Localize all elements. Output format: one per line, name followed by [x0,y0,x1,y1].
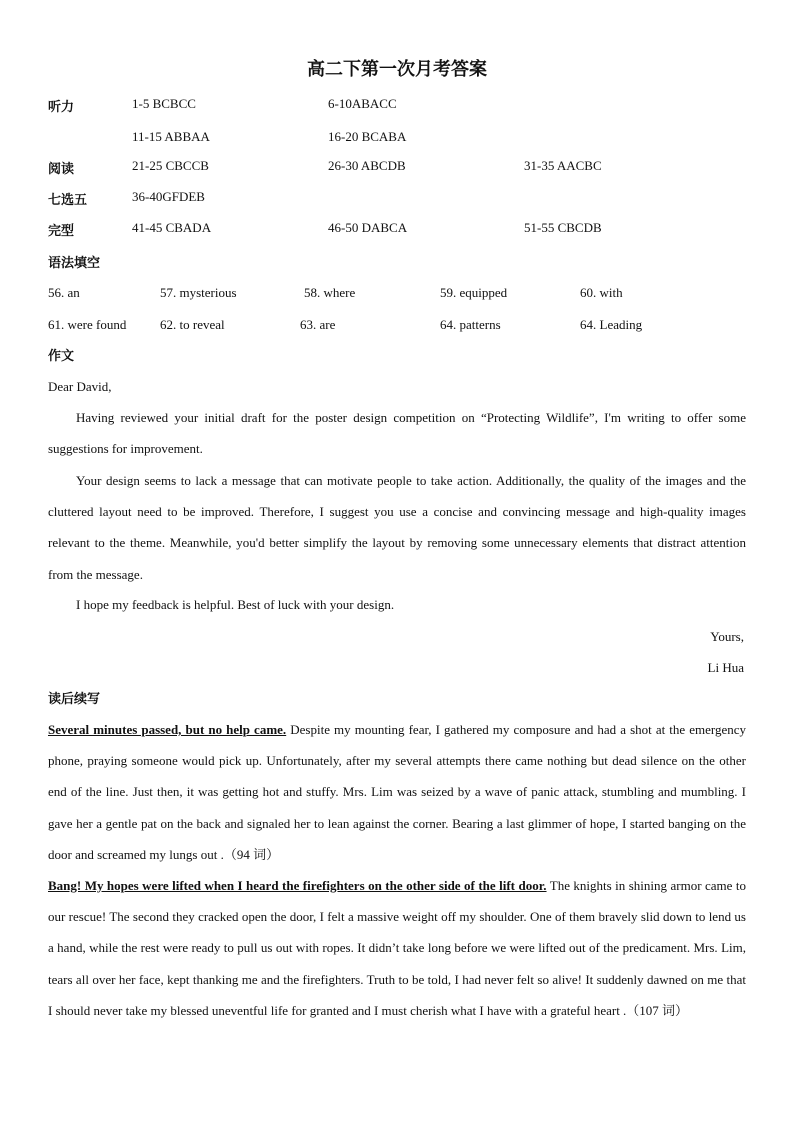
letter-paragraph: I hope my feedback is helpful. Best of luck with your design. [76,597,395,612]
listening-label: 听力 [48,100,75,115]
grammar-answer: 59. equipped [440,285,508,300]
cloze-answer: 41-45 CBADA [132,220,212,235]
continuation-paragraph [48,714,746,870]
letter-closing: Yours, [710,629,744,644]
grammar-answer: 60. with [580,285,623,300]
seven-label: 七选五 [48,193,88,208]
grammar-label: 语法填空 [48,256,101,271]
page-title: 高二下第一次月考答案 [307,59,487,80]
continuation-body: The knights in shining armor came to our rescue! The second they cracked open the door, I felt a massive weight off my shoulder. One of them bravely slid down to lend us a hand, while the rest were ready to pull us out with ropes. It didn’t take long before we were lifted out of the predicament. Mrs. Lim, tears all over her face, kept thanking me and the firefighters. Truth to be told, I had never felt so alive! It suddenly dawned on me that I should never take my blessed uneventful life for granted and I must cherish what I have with a grateful heart .（107 词） [48,878,746,1018]
reading-answer: 26-30 ABCDB [328,158,406,173]
reading-answer: 31-35 AACBC [524,158,602,173]
continuation-body: Despite my mounting fear, I gathered my composure and had a shot at the emergency phone, praying someone would pick up. Unfortunately, after my several attempts there came nothing but dead silence on the other end of the line. Just then, it was getting hot and stuffy. Mrs. Lim was seized by a wave of panic attack, stumbling and mumbling. I gave her a gentle pat on the back and signaled her to lean against the corner. Bearing a last glimmer of hope, I started banging on the door and screamed my lungs out .（94 词） [48,722,746,862]
letter-signature: Li Hua [707,660,744,675]
listening-answer: 1-5 BCBCC [132,96,196,111]
letter-paragraph: Having reviewed your initial draft for the poster design competition on “Protecting Wildlife”, I'm writing to offer some suggestions for improvement. [48,410,746,457]
cloze-answer: 51-55 CBCDB [524,220,602,235]
listening-answer: 16-20 BCABA [328,129,407,144]
reading-answer: 21-25 CBCCB [132,158,209,173]
grammar-answer: 64. patterns [440,317,501,332]
grammar-answer: 58. where [304,285,356,300]
reading-label: 阅读 [48,162,75,177]
continuation-lead-sentence: Bang! My hopes were lifted when I heard the firefighters on the other side of the lift door. [48,878,547,893]
letter-salutation: Dear David, [48,379,112,394]
seven-answer: 36-40GFDEB [132,189,205,204]
letter-paragraph: Your design seems to lack a message that can motivate people to take action. Additionally, the quality of the images and the cluttered layout need to be improved. Therefore, I suggest you use a concise and convincing message and high-quality images relevant to the theme. Meanwhile, you'd better simplify the layout by removing some unnecessary elements that distract attention from the message. [48,473,746,582]
grammar-answer: 62. to reveal [160,317,225,332]
grammar-answer: 56. an [48,285,80,300]
grammar-answer: 63. are [300,317,336,332]
listening-answer: 11-15 ABBAA [132,129,210,144]
continuation-label: 读后续写 [48,692,101,707]
grammar-answer: 57. mysterious [160,285,237,300]
continuation-lead-sentence: Several minutes passed, but no help came. [48,722,287,737]
listening-answer: 6-10ABACC [328,96,397,111]
grammar-answer: 64. Leading [580,317,643,332]
grammar-answer: 61. were found [48,317,127,332]
cloze-label: 完型 [48,224,75,239]
continuation-paragraph [48,870,746,1026]
cloze-answer: 46-50 DABCA [328,220,408,235]
writing-label: 作文 [48,349,75,364]
